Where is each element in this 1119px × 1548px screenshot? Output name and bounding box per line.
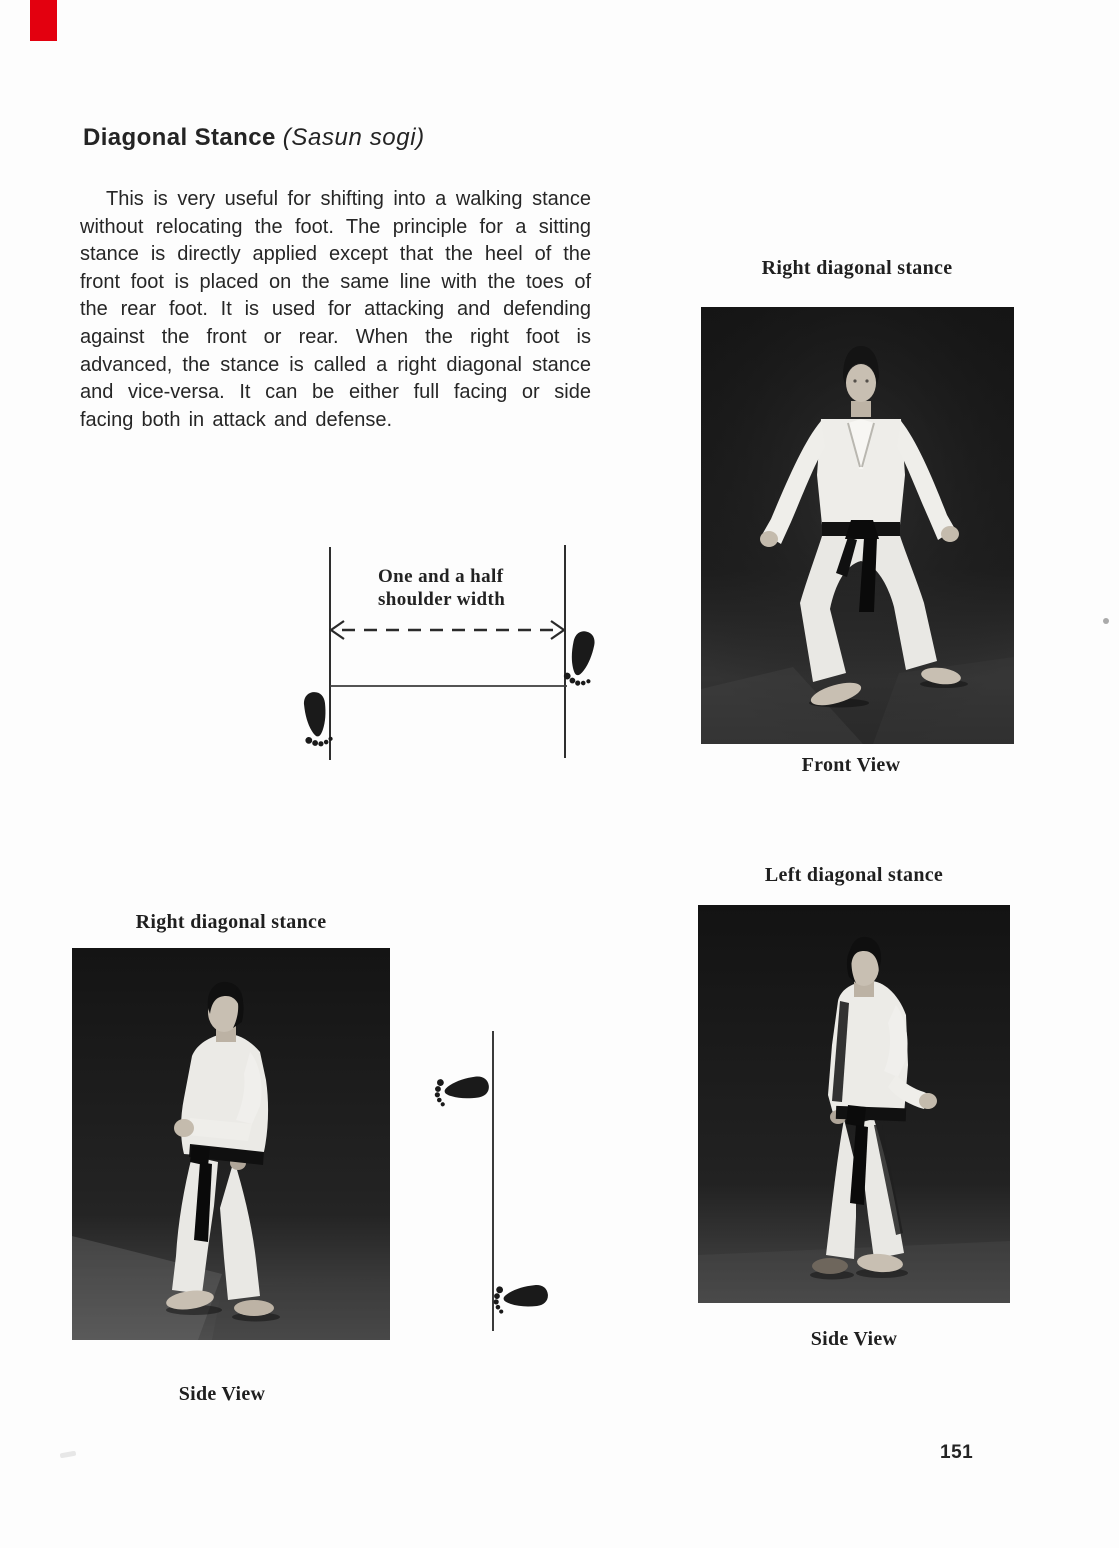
photo-side-view-right-stance	[72, 948, 390, 1340]
page-title-main: Diagonal Stance	[83, 124, 276, 151]
caption-side-view-left: Side View	[178, 1383, 266, 1405]
page-number: 151	[940, 1442, 974, 1463]
caption-front-view: Front View	[801, 754, 901, 776]
scan-artifact-tick	[60, 1451, 77, 1459]
diagram-label-line2: shoulder width	[378, 589, 506, 610]
scan-artifact-dot	[1103, 618, 1109, 624]
caption-side-view-right: Side View	[810, 1328, 898, 1350]
body-paragraph: This is very useful for shifting into a walking stance without relocating the foot. The principle for a sitting stance is directly applied except that the heel of the front foot is placed on the same line with the toes of the rear foot. It is used for attacking and defending against the front or rear. When the right foot is advanced, the stance is called a right diagonal stance and vice-versa. It can be either full facing or side facing both in attack and defense.	[80, 188, 591, 431]
page-title-romanization: (Sasun sogi)	[282, 124, 425, 151]
rear-footprint-icon	[433, 1073, 491, 1108]
diagonal-footprint-diagram	[430, 1025, 560, 1337]
page-title	[83, 124, 425, 152]
front-footprint-icon	[492, 1281, 549, 1314]
diagram-label-line1: One and a half	[378, 566, 504, 587]
red-edge-mark	[30, 0, 57, 41]
front-view-figure	[701, 307, 1014, 744]
caption-right-diagonal-front: Right diagonal stance	[761, 257, 953, 279]
photo-side-view-left-stance	[698, 905, 1010, 1303]
caption-right-diagonal-side: Right diagonal stance	[135, 911, 327, 933]
photo-front-view	[701, 307, 1014, 744]
caption-left-diagonal: Left diagonal stance	[764, 864, 944, 886]
side-view-left-facing-figure	[72, 948, 390, 1340]
side-view-right-facing-figure	[698, 905, 1010, 1303]
right-footprint-icon	[562, 629, 600, 688]
left-footprint-icon	[300, 691, 333, 748]
